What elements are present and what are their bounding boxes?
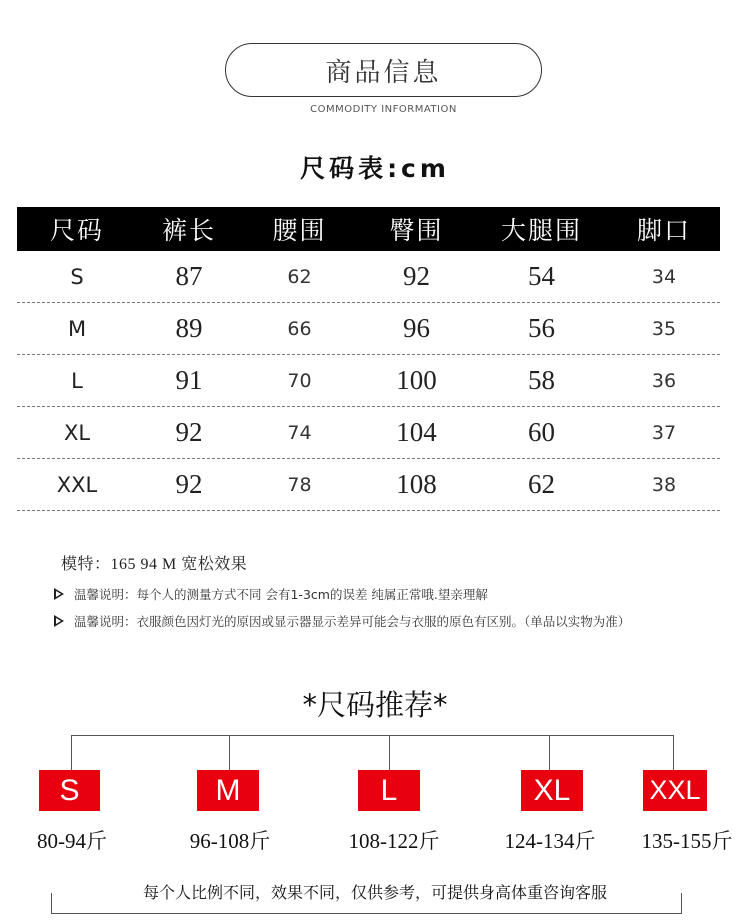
cell-thigh: 56 bbox=[528, 313, 555, 343]
weight-range: 108-122斤 bbox=[348, 829, 440, 853]
cell-hem: 38 bbox=[651, 473, 677, 496]
cell-waist: 62 bbox=[287, 265, 312, 288]
tree-branch bbox=[71, 735, 72, 770]
cell-length: 91 bbox=[175, 365, 203, 395]
cell-hem: 34 bbox=[651, 265, 677, 288]
cell-hem: 35 bbox=[651, 317, 677, 340]
cell-waist: 74 bbox=[287, 421, 312, 444]
cell-hip: 96 bbox=[403, 313, 430, 343]
cell-thigh: 60 bbox=[528, 417, 555, 447]
size-table-header bbox=[17, 207, 720, 251]
cell-hip: 100 bbox=[396, 365, 437, 395]
size-badge: S bbox=[39, 770, 100, 811]
cell-size: XL bbox=[63, 420, 91, 445]
tree-branch bbox=[673, 735, 674, 770]
cell-length: 92 bbox=[175, 417, 203, 447]
cell-thigh: 54 bbox=[528, 261, 555, 291]
tree-branch bbox=[549, 735, 550, 770]
note-text: 温馨说明：每个人的测量方式不同 会有1-3cm的误差 纯属正常哦.望亲理解 bbox=[74, 587, 488, 602]
tree-branch bbox=[389, 735, 390, 770]
cell-size: S bbox=[70, 264, 84, 289]
triangle-bullet-icon bbox=[54, 588, 64, 600]
cell-hem: 36 bbox=[651, 369, 677, 392]
weight-range: 135-155斤 bbox=[641, 829, 733, 853]
table-row bbox=[17, 355, 720, 407]
weight-range: 80-94斤 bbox=[37, 829, 107, 853]
model-note: 模特：165 94 M 宽松效果 bbox=[61, 556, 248, 573]
note-text: 温馨说明：衣服颜色因灯光的原因或显示器显示差异可能会与衣服的原色有区别。（单品以实物为准） bbox=[74, 614, 631, 629]
cell-hem: 37 bbox=[651, 421, 677, 444]
weight-range: 96-108斤 bbox=[189, 829, 271, 853]
note-line bbox=[54, 585, 488, 603]
column-header: 尺码 bbox=[49, 216, 104, 245]
size-badge: XXL bbox=[643, 770, 707, 811]
tree-branch bbox=[229, 735, 230, 770]
note-line bbox=[54, 612, 630, 630]
cell-hip: 92 bbox=[403, 261, 430, 291]
cell-thigh: 58 bbox=[528, 365, 555, 395]
column-header: 裤长 bbox=[161, 216, 216, 245]
header-title: 商品信息 bbox=[325, 57, 442, 88]
column-header: 臀围 bbox=[389, 216, 444, 245]
size-table bbox=[17, 207, 720, 511]
cell-hip: 104 bbox=[396, 417, 437, 447]
column-header: 腰围 bbox=[272, 216, 327, 245]
header-subtitle: COMMODITY INFORMATION bbox=[310, 104, 457, 115]
size-table-title: 尺码表:cm bbox=[300, 154, 450, 183]
size-badge: M bbox=[197, 770, 259, 811]
header-title-pill bbox=[225, 43, 542, 97]
cell-waist: 66 bbox=[287, 317, 312, 340]
table-row bbox=[17, 459, 720, 511]
cell-thigh: 62 bbox=[528, 469, 555, 499]
cell-waist: 78 bbox=[287, 473, 312, 496]
column-header: 脚口 bbox=[636, 216, 691, 245]
tree-connector bbox=[71, 735, 673, 736]
recommendation-footer: 每个人比例不同，效果不同，仅供参考，可提供身高体重咨询客服 bbox=[142, 883, 607, 902]
triangle-bullet-icon bbox=[54, 615, 64, 627]
size-badge: XL bbox=[521, 770, 583, 811]
cell-hip: 108 bbox=[396, 469, 437, 499]
cell-length: 89 bbox=[175, 313, 203, 343]
table-row bbox=[17, 251, 720, 303]
cell-size: XXL bbox=[56, 472, 98, 497]
recommendation-title: *尺码推荐* bbox=[302, 688, 448, 722]
cell-length: 92 bbox=[175, 469, 203, 499]
table-row bbox=[17, 303, 720, 355]
table-row bbox=[17, 407, 720, 459]
cell-size: L bbox=[71, 368, 83, 393]
column-header: 大腿围 bbox=[500, 216, 582, 245]
weight-range: 124-134斤 bbox=[504, 829, 596, 853]
size-badge: L bbox=[358, 770, 420, 811]
cell-waist: 70 bbox=[287, 369, 312, 392]
cell-length: 87 bbox=[175, 261, 203, 291]
cell-size: M bbox=[67, 316, 87, 341]
